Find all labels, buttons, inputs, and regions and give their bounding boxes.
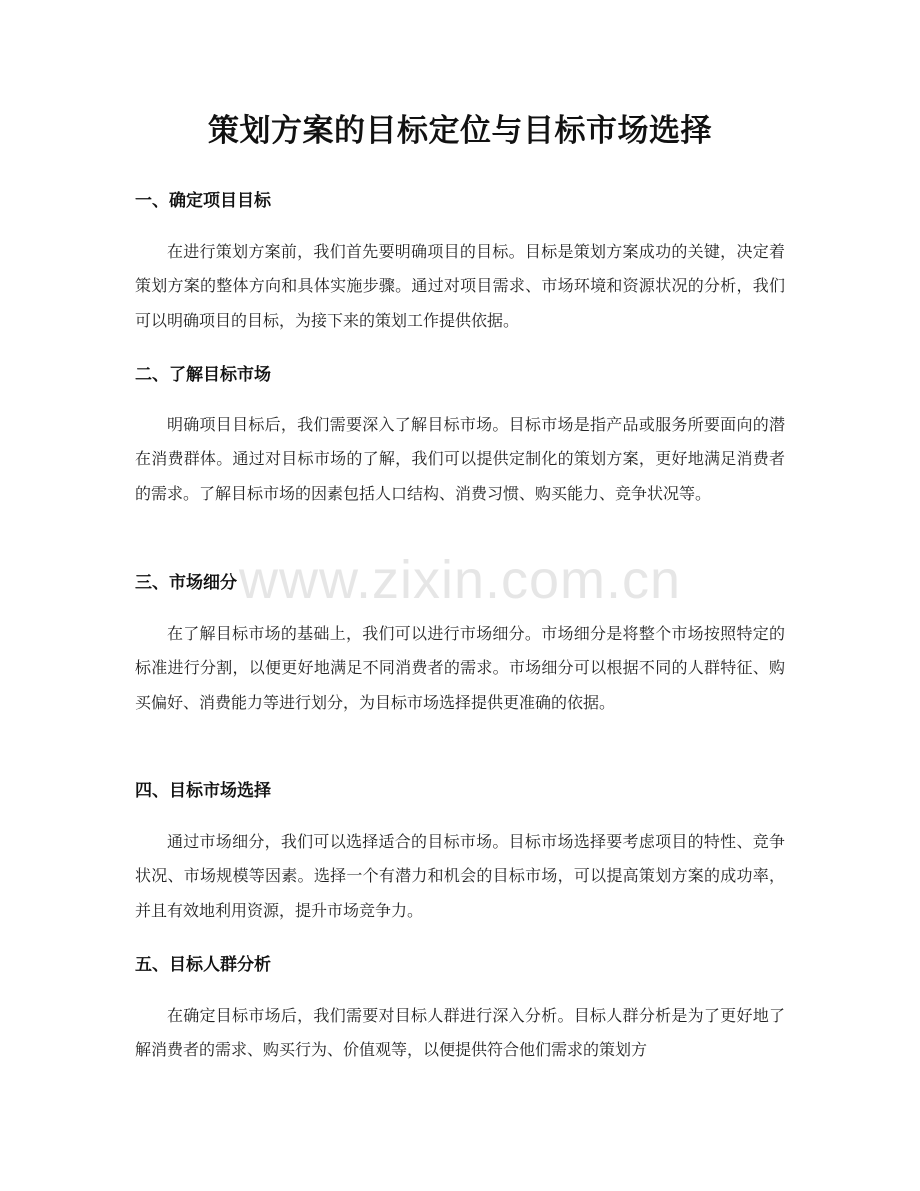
section-paragraph-1: 在进行策划方案前，我们首先要明确项目的目标。目标是策划方案成功的关键，决定着策划方案的整体方向和具体实施步骤。通过对项目需求、市场环境和资源状况的分析，我们可以明确项目的目标，为接下来的策划工作提供依据。 bbox=[135, 242, 785, 330]
section-heading-5: 五、目标人群分析 bbox=[135, 955, 271, 975]
section-heading-4: 四、目标市场选择 bbox=[135, 781, 271, 801]
section-paragraph-3: 在了解目标市场的基础上，我们可以进行市场细分。市场细分是将整个市场按照特定的标准进行分割，以便更好地满足不同消费者的需求。市场细分可以根据不同的人群特征、购买偏好、消费能力等进行划分，为目标市场选择提供更准确的依据。 bbox=[135, 624, 785, 712]
section-paragraph-4: 通过市场细分，我们可以选择适合的目标市场。目标市场选择要考虑项目的特性、竞争状况、市场规模等因素。选择一个有潜力和机会的目标市场，可以提高策划方案的成功率，并且有效地利用资源，提升市场竞争力。 bbox=[135, 832, 785, 920]
section-heading-1: 一、确定项目目标 bbox=[135, 191, 271, 211]
section-paragraph-5: 在确定目标市场后，我们需要对目标人群进行深入分析。目标人群分析是为了更好地了解消费者的需求、购买行为、价值观等，以便提供符合他们需求的策划方 bbox=[135, 1006, 785, 1060]
section-paragraph-2: 明确项目目标后，我们需要深入了解目标市场。目标市场是指产品或服务所要面向的潜在消费群体。通过对目标市场的了解，我们可以提供定制化的策划方案，更好地满足消费者的需求。了解目标市场的因素包括人口结构、消费习惯、购买能力、竞争状况等。 bbox=[135, 415, 785, 503]
watermark: www.zixin.com.cn bbox=[238, 550, 682, 610]
section-heading-3: 三、市场细分 bbox=[135, 573, 237, 593]
document-title: 策划方案的目标定位与目标市场选择 bbox=[208, 113, 712, 149]
section-heading-2: 二、了解目标市场 bbox=[135, 365, 271, 385]
